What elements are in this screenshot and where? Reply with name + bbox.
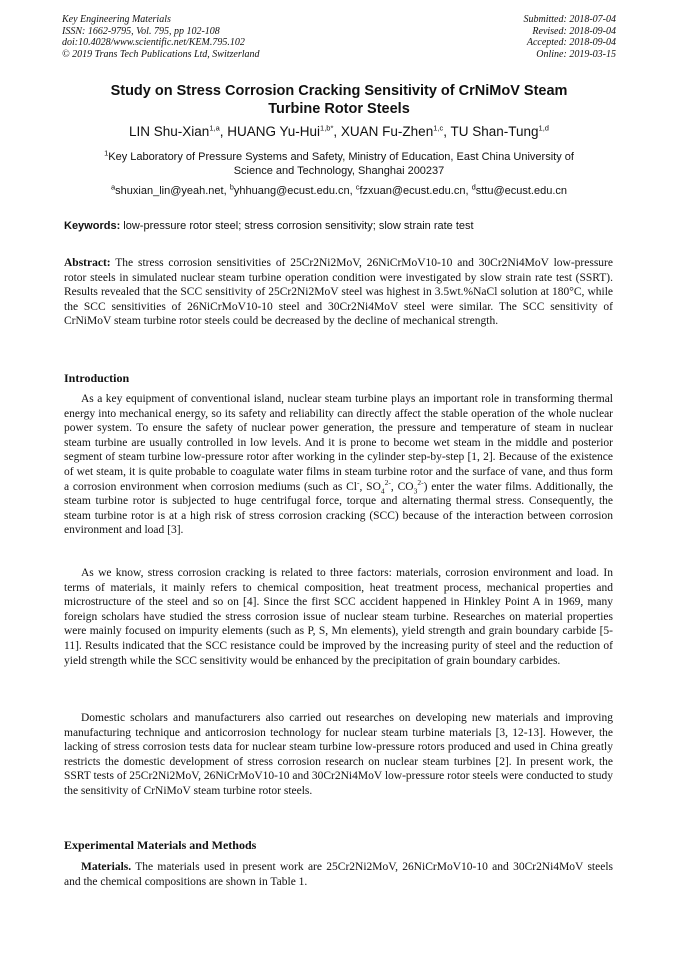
affiliation [62, 150, 616, 178]
email-link[interactable]: shuxian_lin@yeah.net [115, 185, 224, 197]
intro-paragraph-2: As we know, stress corrosion cracking is related to three factors: materials, corrosion environment and load. In terms of materials, it mainly refers to chemical composition, heat treatment process, mechanical properties and microstructure of the steel and so on [4]. Since the first SCC accident happened in Hinkley Point A in 1969, many foreign scholars have studied the stress corrosion issue of nuclear steam turbine. Researches on material properties were mainly focused on impurity elements (such as P, S, Mn elements), yield strength and grain boundary carbide [5-11]. Results indicated that the SCC resistance could be improved by the increasing purity of steel and the reduction of yield strength while the SCC sensitivity would be enhanced by the precipitation of grain boundary carbides. [64, 567, 613, 667]
issn-line: ISSN: 1662-9795, Vol. 795, pp 102-108 [62, 25, 220, 37]
email-link[interactable]: fzxuan@ecust.edu.cn [359, 185, 466, 197]
author-name: TU Shan-Tung [450, 124, 539, 139]
affiliation-line-1: Key Laboratory of Pressure Systems and Safety, Ministry of Education, East China University of [108, 151, 574, 163]
author-sup: 1,a [209, 123, 220, 133]
affiliation-sup: 1 [104, 148, 109, 158]
author-sup: 1,b* [320, 123, 334, 133]
doi-line: doi:10.4028/www.scientific.net/KEM.795.102 [62, 37, 245, 48]
abstract-text: The stress corrosion sensitivities of 25Cr2Ni2MoV, 26NiCrMoV10-10 and 30Cr2Ni4MoV low-pressure rotor steels in simulated nuclear steam turbine operation condition were investigated by slow strain rate test (SSRT). Results revealed that the SCC sensitivity of 25Cr2Ni2MoV steel was highest in 3.5wt.%NaCl solution at 180°C, while the SCC sensitivities of 26NiCrMoV10-10 steel and 30Cr2Ni4MoV steel were similar. The SCC sensitivity of CrNiMoV steam turbine rotor steels could be decreased by the decline of mechanical strength. [64, 257, 613, 328]
materials-text: The materials used in present work are 25Cr2Ni2MoV, 26NiCrMoV10-10 and 30Cr2Ni4MoV steels and the chemical compositions are shown in Table 1. [64, 861, 613, 888]
author-name: HUANG Yu-Hui [227, 124, 321, 139]
section-heading-methods: Experimental Materials and Methods [64, 838, 257, 852]
accepted-date: Accepted: 2018-09-04 [526, 37, 616, 48]
materials-paragraph [64, 860, 613, 889]
online-date: Online: 2019-03-15 [536, 48, 616, 60]
intro-paragraph-3: Domestic scholars and manufacturers also carried out researches on developing new materials and improving manufacturing technique and anticorrosion technology for nuclear steam turbine materials [3, 12-13]. However, the lacking of stress corrosion tests data for nuclear steam turbine low-pressure rotors produced and used in China greatly restricts the domestic development of stress corrosion research on nuclear steam turbines [2]. In present work, the SSRT tests of 25Cr2Ni2MoV, 26NiCrMoV10-10 and 30Cr2Ni4MoV low-pressure rotor steels were conducted to study the sensitivity of CrNiMoV steam turbine rotor steels. [64, 712, 613, 797]
copyright-line: © 2019 Trans Tech Publications Ltd, Switzerland [62, 48, 260, 60]
keywords-label: Keywords: [64, 220, 121, 232]
revised-date: Revised: 2018-09-04 [532, 25, 616, 37]
journal-info [62, 14, 260, 60]
submission-dates [524, 14, 617, 60]
author-sup: 1,d [538, 123, 549, 133]
author-name: XUAN Fu-Zhen [340, 124, 434, 139]
keywords [64, 220, 616, 232]
intro-paragraph-1: As a key equipment of conventional island, nuclear steam turbine plays an important role in transforming thermal energy into mechanical energy, so its safety and reliability can directly affect the stable operation of the whole nuclear power system. To ensure the safety of nuclear power generation, the pressure and temperature of steam in nuclear steam turbine are usually controlled in low levels. And it is prone to become wet steam in the middle and posterior segment of steam turbine low-pressure rotor after working in the cylinder step-by-step [1, 2]. Because of the existence of wet steam, it is quite probable to coagulate water films in steam turbine rotor and the surface of vane, and thus form a corrosion environment when corrosion mediums (such as Cl-, $SO_4^{2-}$, $CO_3^{2-}$) enter the water films. Additionally, the steam turbine rotor is subjected to huge centrifugal force, torque and alternating thermal stress. Consequently, the steam turbine rotor is at a high risk of stress corrosion cracking (SCC) because of the interaction between corrosion environment and load [3]. [64, 393, 614, 537]
materials-label: Materials. [81, 861, 132, 873]
abstract [64, 256, 613, 329]
email-link[interactable]: yhhuang@ecust.edu.cn [233, 185, 350, 197]
email-list: $^a$shuxian_lin@yeah.net, $^b$yhhuang@ecust.edu.cn, $^c$fzxuan@ecust.edu.cn, $^d$sttu@ecust.edu.cn [110, 182, 568, 197]
author-list: LIN Shu-Xian$^{1,a}$, HUANG Yu-Hui$^{1,b*}$, XUAN Fu-Zhen$^{1,c}$, TU Shan-Tung$^{1,d}$ [129, 123, 549, 139]
author-name: LIN Shu-Xian [129, 124, 210, 139]
paper-title [70, 82, 608, 118]
title-line-2: Turbine Rotor Steels [268, 101, 410, 117]
journal-name: Key Engineering Materials [62, 14, 171, 25]
submitted-date: Submitted: 2018-07-04 [523, 14, 616, 25]
section-heading-introduction: Introduction [64, 371, 130, 385]
keywords-text: low-pressure rotor steel; stress corrosion sensitivity; slow strain rate test [120, 220, 474, 232]
title-line-1: Study on Stress Corrosion Cracking Sensitivity of CrNiMoV Steam [110, 83, 568, 99]
author-sup: 1,c [433, 123, 444, 133]
email-link[interactable]: sttu@ecust.edu.cn [475, 185, 568, 197]
affiliation-line-2: Science and Technology, Shanghai 200237 [233, 165, 445, 177]
abstract-label: Abstract: [64, 257, 111, 269]
